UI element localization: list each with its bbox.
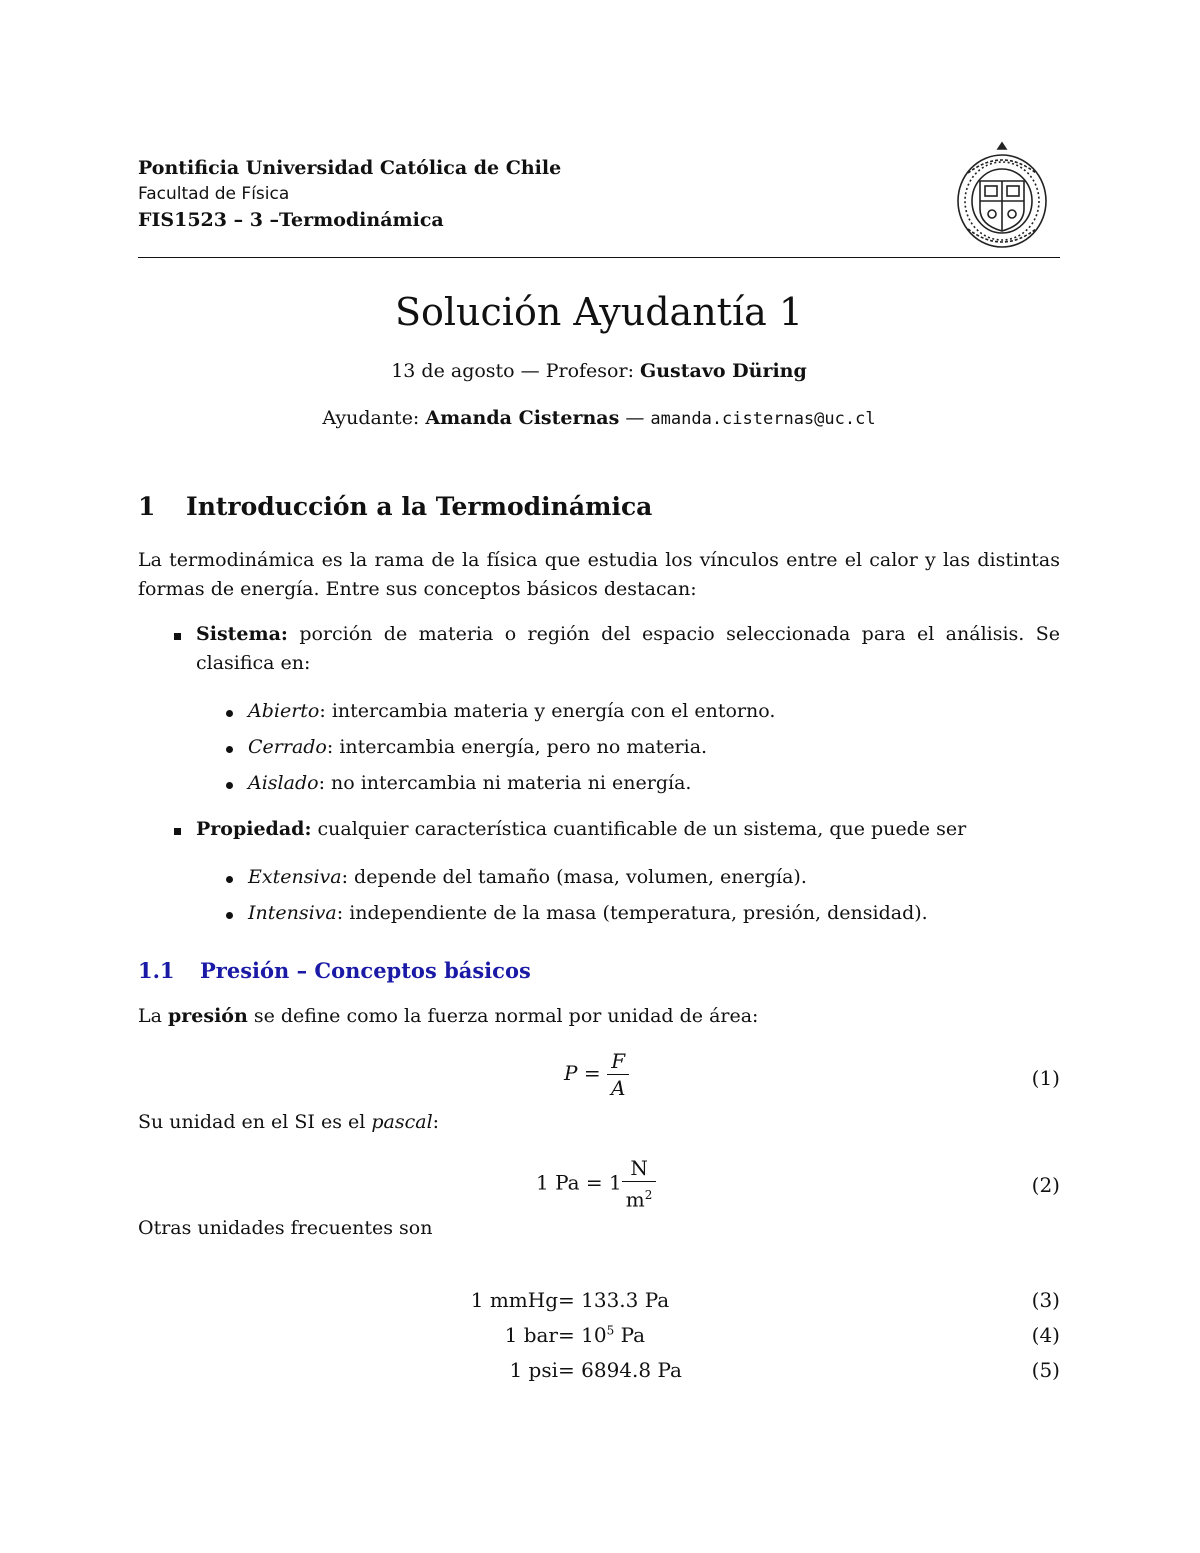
item-term: Cerrado bbox=[248, 736, 327, 758]
text: se define como la fuerza normal por unidad de área: bbox=[247, 1005, 759, 1027]
eq-rhs: = 6894.8 Pa bbox=[558, 1358, 682, 1382]
item-term: Propiedad: bbox=[196, 818, 312, 840]
equation-3 bbox=[138, 1288, 1060, 1320]
header-rule bbox=[138, 257, 1060, 258]
item-text: : intercambia energía, pero no materia. bbox=[326, 736, 708, 758]
section-heading bbox=[138, 490, 652, 524]
exponent: 2 bbox=[644, 1188, 653, 1202]
fraction bbox=[607, 1048, 629, 1101]
list-item-propiedad bbox=[196, 815, 1060, 844]
list-item-aislado bbox=[248, 769, 1060, 798]
denominator: A bbox=[607, 1074, 629, 1101]
equation-number: (2) bbox=[1031, 1173, 1060, 1197]
university-name: Pontificia Universidad Católica de Chile bbox=[138, 157, 562, 179]
eq-rhs: = 133.3 Pa bbox=[558, 1288, 670, 1312]
eq-lhs: 1 psi bbox=[509, 1358, 558, 1382]
item-term: Aislado bbox=[248, 772, 319, 794]
list-item-intensiva bbox=[248, 899, 1060, 928]
equation-number: (5) bbox=[1031, 1358, 1060, 1382]
item-text: : intercambia materia y energía con el entorno. bbox=[319, 700, 776, 722]
separator: — bbox=[514, 360, 546, 382]
section-title: Introducción a la Termodinámica bbox=[186, 492, 653, 521]
professor-name: Gustavo Düring bbox=[640, 360, 807, 382]
denominator bbox=[622, 1181, 657, 1213]
list-item-cerrado bbox=[248, 733, 1060, 762]
date: 13 de agosto bbox=[391, 360, 515, 382]
eq-lhs: 1 bar bbox=[504, 1323, 558, 1347]
text: : bbox=[432, 1111, 440, 1133]
pressure-definition bbox=[138, 1002, 1060, 1031]
separator: — bbox=[619, 407, 651, 429]
subsection-heading bbox=[138, 956, 531, 986]
equation-4 bbox=[138, 1323, 1060, 1355]
document-page bbox=[138, 0, 1060, 1553]
document-title: Solución Ayudantía 1 bbox=[394, 290, 804, 334]
item-text: : no intercambia ni materia ni energía. bbox=[318, 772, 692, 794]
term-pascal: pascal bbox=[371, 1111, 433, 1133]
equation-5 bbox=[138, 1358, 1060, 1390]
professor-label: Profesor: bbox=[545, 360, 641, 382]
document-header bbox=[138, 155, 1060, 257]
intro-paragraph: La termodinámica es la rama de la física que estudia los vínculos entre el calor y las distintas formas de energía. Entre sus conceptos básicos destacan: bbox=[138, 549, 1060, 600]
assistant-email[interactable]: amanda.cisternas@uc.cl bbox=[650, 409, 876, 429]
rhs-unit: Pa bbox=[614, 1323, 646, 1347]
item-term: Extensiva bbox=[248, 866, 342, 888]
item-text: : independiente de la masa (temperatura, presión, densidad). bbox=[336, 902, 928, 924]
item-text: : depende del tamaño (masa, volumen, energía). bbox=[341, 866, 807, 888]
si-unit-paragraph bbox=[138, 1108, 1060, 1137]
text: La bbox=[138, 1005, 168, 1027]
item-term: Intensiva bbox=[248, 902, 337, 924]
list-item-extensiva bbox=[248, 863, 1060, 892]
fraction bbox=[622, 1155, 657, 1213]
bullet-dot-icon bbox=[226, 746, 233, 753]
eq-rhs bbox=[558, 1323, 645, 1347]
numerator: N bbox=[630, 1156, 648, 1180]
eq-lhs: 1 Pa = 1 bbox=[536, 1170, 622, 1195]
bullet-dot-icon bbox=[226, 912, 233, 919]
bullet-dot-icon bbox=[226, 710, 233, 717]
equation-number: (4) bbox=[1031, 1323, 1060, 1347]
exponent: 5 bbox=[606, 1323, 615, 1338]
course-code: FIS1523 – 3 –Termodinámica bbox=[138, 209, 444, 231]
assistant-name: Amanda Cisternas bbox=[425, 407, 620, 429]
bullet-square-icon bbox=[174, 828, 181, 835]
subsection-number: 1.1 bbox=[138, 958, 175, 983]
equation-1 bbox=[138, 1048, 1060, 1108]
faculty-name: Facultad de Física bbox=[138, 184, 290, 204]
other-units-paragraph: Otras unidades frecuentes son bbox=[138, 1217, 433, 1239]
item-term: Sistema: bbox=[196, 623, 288, 645]
bullet-dot-icon bbox=[226, 782, 233, 789]
denominator-base: m bbox=[625, 1187, 645, 1212]
list-item-sistema bbox=[196, 620, 1060, 678]
numerator: F bbox=[611, 1049, 626, 1073]
item-term: Abierto bbox=[248, 700, 320, 722]
item-text: cualquier característica cuantificable de un sistema, que puede ser bbox=[311, 818, 967, 840]
list-item-abierto bbox=[248, 697, 1060, 726]
eq-equals: = bbox=[577, 1061, 607, 1085]
item-text: porción de materia o región del espacio seleccionada para el análisis. Se clasifica en: bbox=[196, 623, 1060, 674]
bullet-dot-icon bbox=[226, 876, 233, 883]
assistant-line bbox=[138, 405, 1060, 432]
bullet-square-icon bbox=[174, 633, 181, 640]
subsection-title: Presión – Conceptos básicos bbox=[200, 958, 531, 983]
university-seal-icon bbox=[954, 137, 1050, 249]
equation-2 bbox=[138, 1155, 1060, 1215]
term-presion: presión bbox=[167, 1005, 248, 1027]
eq-lhs: P bbox=[564, 1061, 578, 1085]
rhs-base: = 10 bbox=[558, 1323, 607, 1347]
equation-number: (1) bbox=[1031, 1066, 1060, 1090]
date-professor-line bbox=[138, 358, 1060, 384]
section-number: 1 bbox=[138, 492, 156, 521]
assistant-label: Ayudante: bbox=[322, 407, 426, 429]
equation-number: (3) bbox=[1031, 1288, 1060, 1312]
text: Su unidad en el SI es el bbox=[138, 1111, 372, 1133]
eq-lhs: 1 mmHg bbox=[470, 1288, 558, 1312]
